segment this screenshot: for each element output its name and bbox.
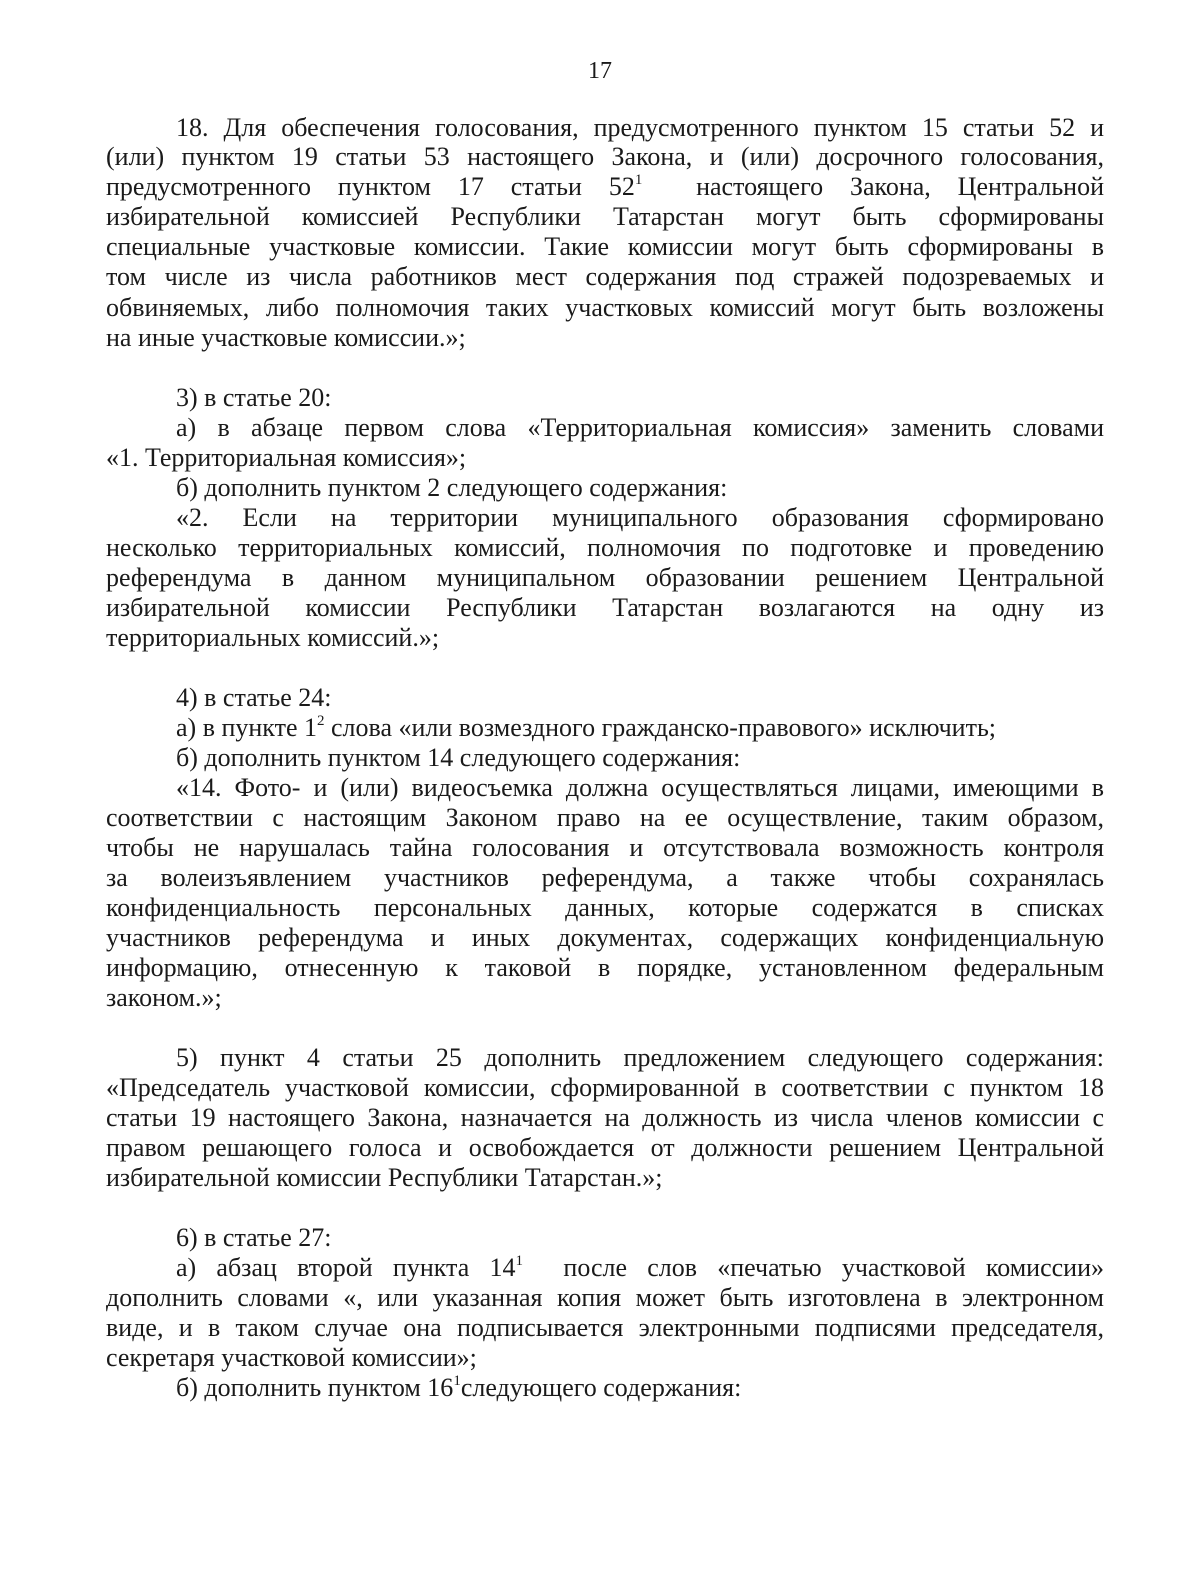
text-fragment: настоящего Закона, Центральной	[696, 172, 1105, 201]
paragraph-line: виде, и в таком случае она подписывается электронными подписями председателя,	[106, 1313, 1104, 1342]
paragraph-line: территориальных комиссий.»;	[106, 623, 440, 652]
page-number: 17	[588, 58, 612, 84]
paragraph-line	[176, 1253, 1104, 1283]
paragraph-line: том числе из числа работников мест содержания под стражей подозреваемых и	[106, 262, 1104, 291]
paragraph-line: (или) пунктом 19 статьи 53 настоящего Закона, и (или) досрочного голосования,	[106, 142, 1104, 171]
paragraph-line: секретаря участковой комиссии»;	[106, 1343, 477, 1372]
paragraph-line: «Председатель участковой комиссии, сформированной в соответствии с пунктом 18	[106, 1073, 1104, 1102]
paragraph-line: информацию, отнесенную к таковой в порядке, установленном федеральным	[106, 953, 1104, 982]
superscript: 2	[317, 713, 325, 729]
text-fragment: предусмотренного пунктом 17 статьи 52	[106, 172, 635, 201]
paragraph-line	[176, 713, 1104, 743]
text-fragment: после слов «печатью участковой комиссии»	[563, 1253, 1105, 1282]
paragraph-line: 5) пункт 4 статьи 25 дополнить предложением следующего содержания:	[176, 1043, 1104, 1072]
text-fragment: слова «или возмездного гражданско-правового» исключить;	[331, 713, 997, 742]
paragraph-line: б) дополнить пунктом 2 следующего содержания:	[176, 473, 728, 502]
paragraph-line: 18. Для обеспечения голосования, предусмотренного пунктом 15 статьи 52 и	[176, 113, 1104, 142]
paragraph-line: соответствии с настоящим Законом право на ее осуществление, таким образом,	[106, 803, 1104, 832]
paragraph-line: избирательной комиссии Республики Татарстан.»;	[106, 1163, 663, 1192]
paragraph-line: на иные участковые комиссии.»;	[106, 323, 466, 352]
paragraph-line: правом решающего голоса и освобождается от должности решением Центральной	[106, 1133, 1104, 1162]
superscript: 1	[453, 1373, 461, 1389]
paragraph-line: «2. Если на территории муниципального образования сформировано	[176, 503, 1104, 532]
superscript: 1	[634, 172, 643, 188]
paragraph-line: участников референдума и иных документах, содержащих конфиденциальную	[106, 923, 1104, 952]
text-fragment: следующего содержания:	[460, 1373, 742, 1402]
paragraph-line: законом.»;	[106, 983, 222, 1012]
paragraph-line: обвиняемых, либо полномочия таких участковых комиссий могут быть возложены	[106, 293, 1104, 322]
paragraph-line: избирательной комиссией Республики Татарстан могут быть сформированы	[106, 202, 1104, 231]
item-heading: 6) в статье 27:	[176, 1223, 332, 1252]
paragraph-line: чтобы не нарушалась тайна голосования и отсутствовала возможность контроля	[106, 833, 1104, 862]
text-fragment: б) дополнить пунктом 16	[176, 1373, 454, 1402]
text-fragment: а) абзац второй пункта 14	[176, 1253, 516, 1282]
paragraph-line: несколько территориальных комиссий, полномочия по подготовке и проведению	[106, 533, 1104, 562]
paragraph-line: статьи 19 настоящего Закона, назначается на должность из числа членов комиссии с	[106, 1103, 1104, 1132]
paragraph-line: б) дополнить пунктом 14 следующего содержания:	[176, 743, 741, 772]
paragraph-line: дополнить словами «, или указанная копия может быть изготовлена в электронном	[106, 1283, 1104, 1312]
paragraph-line: избирательной комиссии Республики Татарстан возлагаются на одну из	[106, 593, 1104, 622]
paragraph-line	[106, 172, 1104, 202]
paragraph-line	[176, 1373, 1104, 1403]
paragraph-line: специальные участковые комиссии. Такие комиссии могут быть сформированы в	[106, 232, 1104, 261]
paragraph-line: за волеизъявлением участников референдума, а также чтобы сохранялась	[106, 863, 1104, 892]
item-heading: 3) в статье 20:	[176, 383, 332, 412]
paragraph-line: «14. Фото- и (или) видеосъемка должна осуществляться лицами, имеющими в	[176, 773, 1104, 802]
item-heading: 4) в статье 24:	[176, 683, 332, 712]
paragraph-line: а) в абзаце первом слова «Территориальная комиссия» заменить словами	[176, 413, 1104, 442]
superscript: 1	[515, 1253, 523, 1269]
text-fragment: а) в пункте 1	[176, 713, 317, 742]
paragraph-line: конфиденциальность персональных данных, которые содержатся в списках	[106, 893, 1104, 922]
paragraph-line: референдума в данном муниципальном образовании решением Центральной	[106, 563, 1104, 592]
paragraph-line: «1. Территориальная комиссия»;	[106, 443, 467, 472]
